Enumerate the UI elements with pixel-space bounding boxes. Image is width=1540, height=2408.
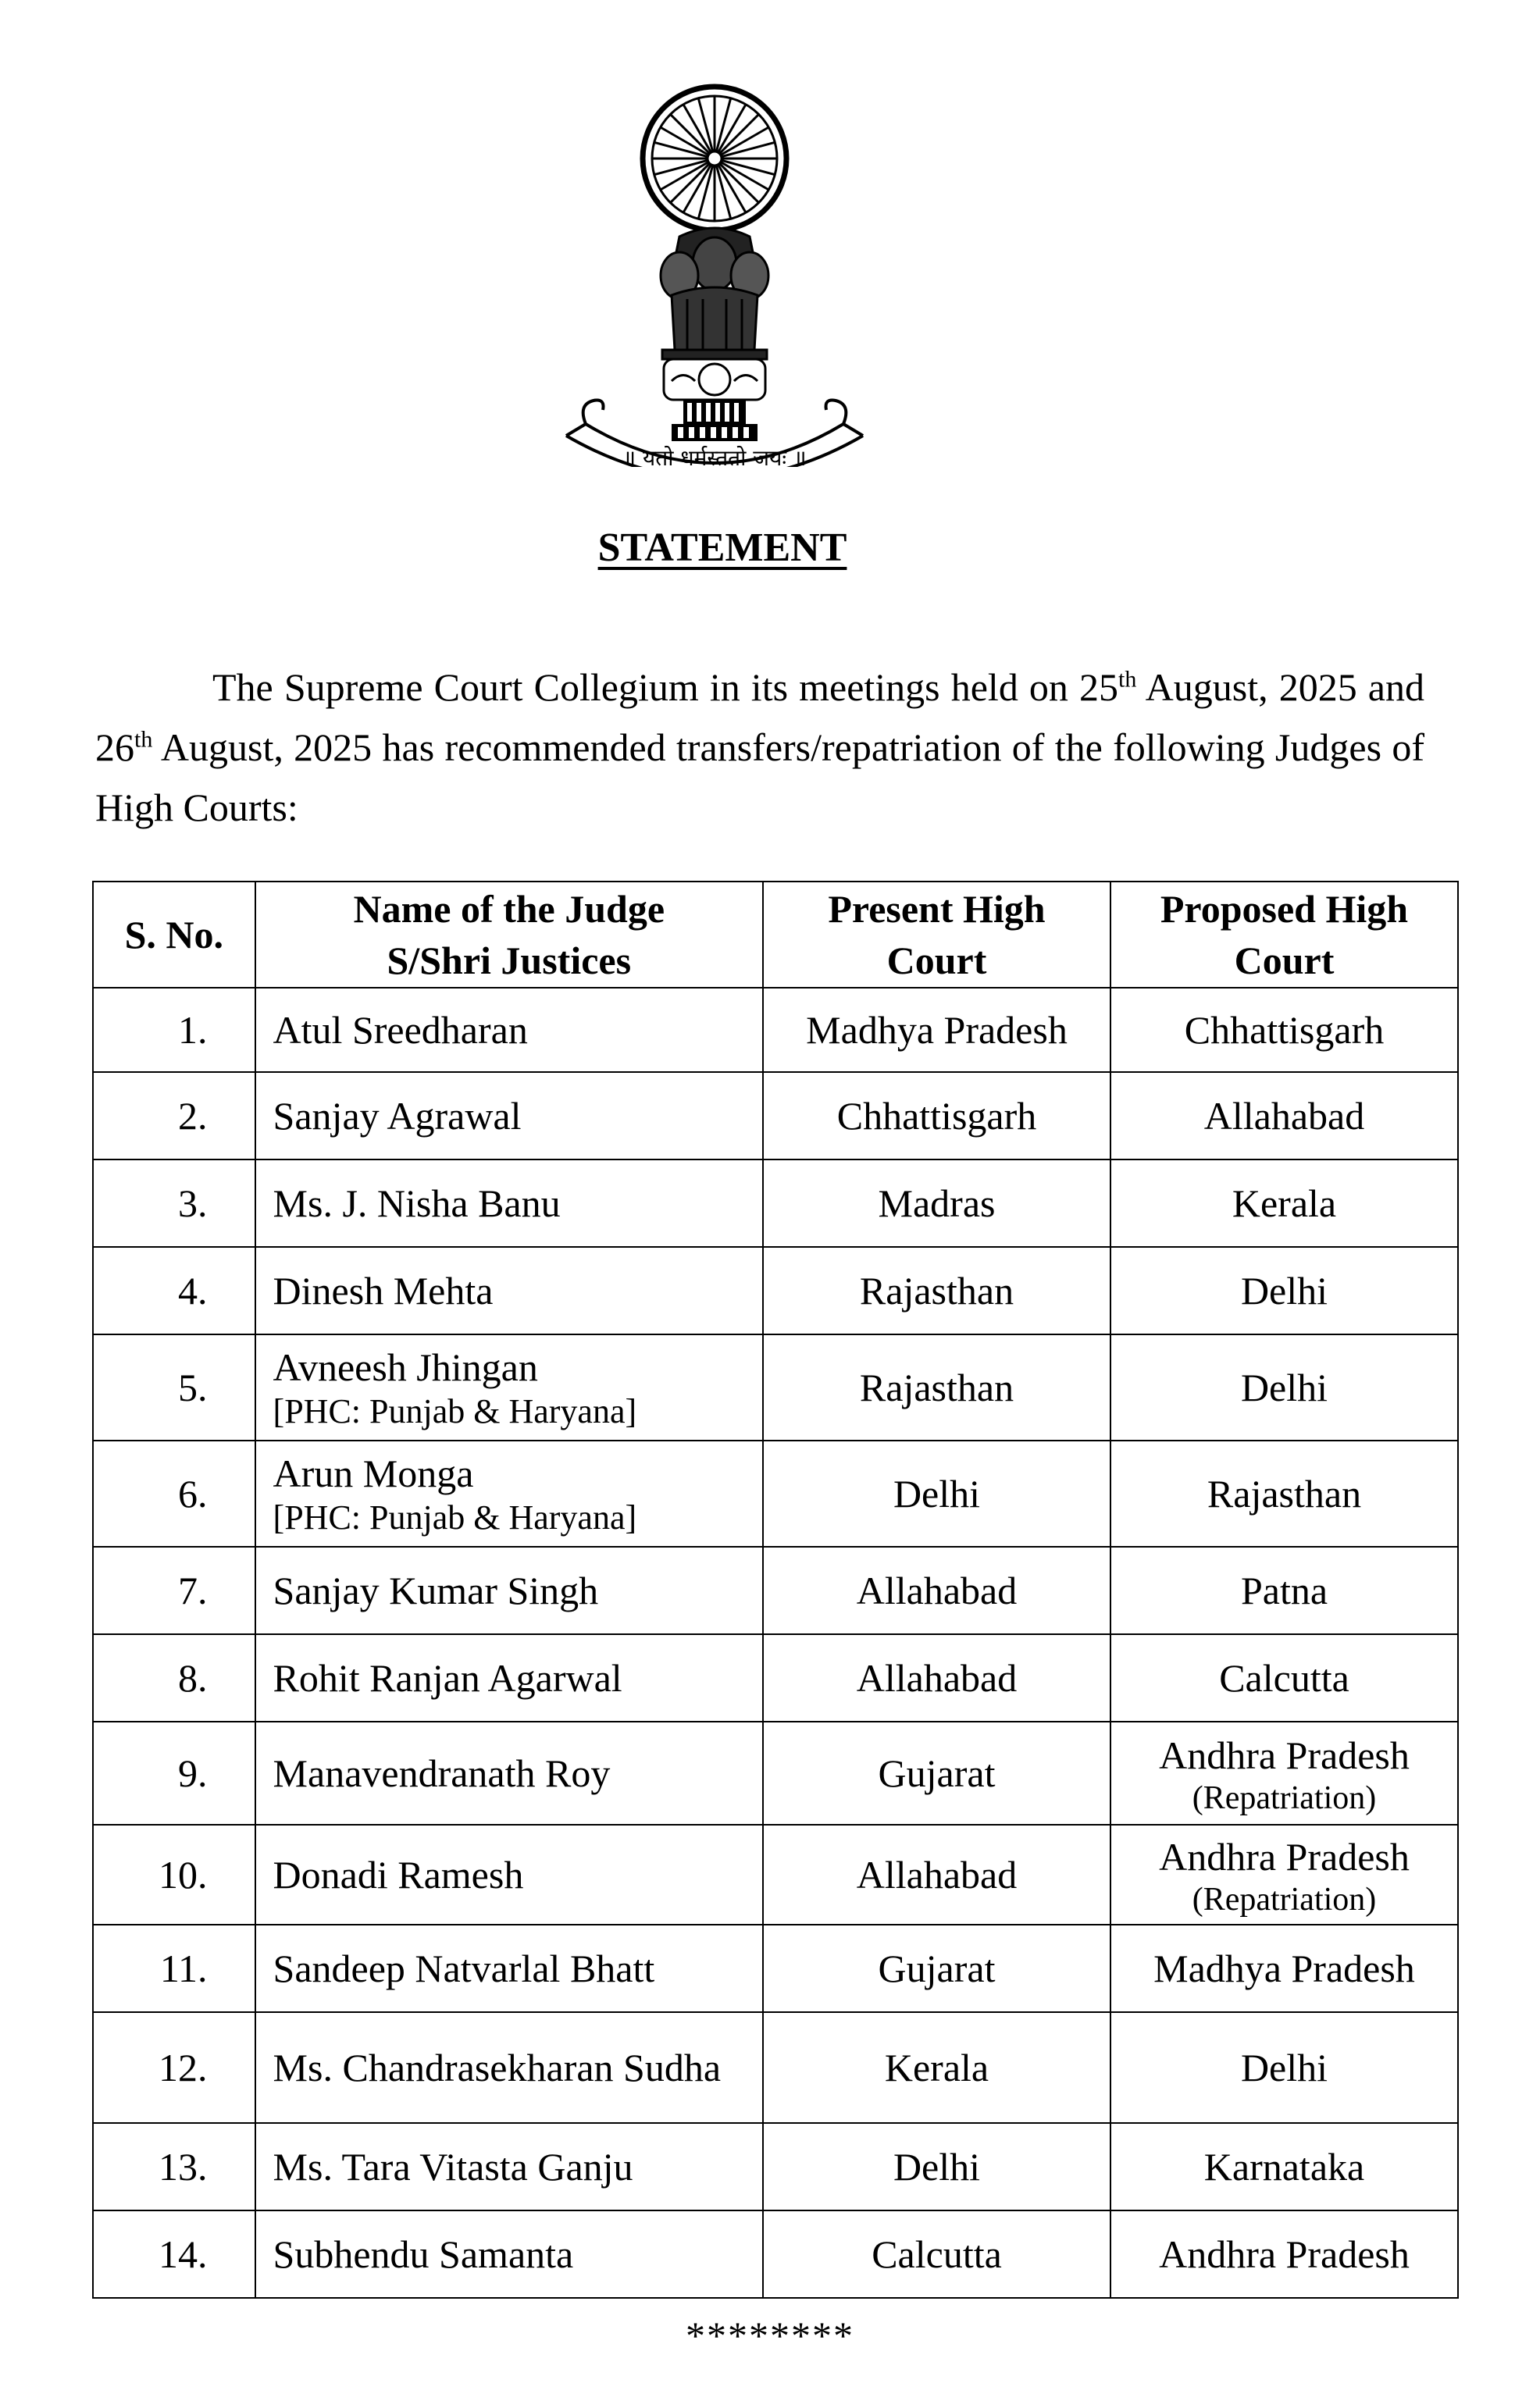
document-title-container — [0, 525, 1445, 571]
judge-name: Ms. J. Nisha Banu — [273, 1181, 561, 1225]
cell-judge-name — [255, 1925, 763, 2012]
cell-sno: 7. — [93, 1547, 255, 1634]
table-row — [93, 1441, 1458, 1547]
cell-present-court: Rajasthan — [763, 1247, 1110, 1334]
judge-name: Ms. Chandrasekharan Sudha — [273, 2046, 722, 2089]
cell-sno: 5. — [93, 1334, 255, 1441]
table-row — [93, 1825, 1458, 1925]
lion-capital-icon — [661, 228, 768, 400]
cell-sno: 4. — [93, 1247, 255, 1334]
judge-name: Atul Sreedharan — [273, 1008, 528, 1052]
cell-judge-name — [255, 1722, 763, 1825]
cell-judge-name — [255, 1634, 763, 1722]
cell-judge-name — [255, 2210, 763, 2298]
transfers-table — [92, 881, 1459, 2299]
table-row — [93, 1247, 1458, 1334]
statement-paragraph — [95, 657, 1424, 838]
cell-proposed-court: Allahabad — [1110, 1072, 1458, 1159]
header-present-court: Present High Court — [763, 882, 1110, 988]
paragraph-part1: The Supreme Court Collegium in its meetings held on 25 — [212, 665, 1118, 709]
table-row — [93, 2123, 1458, 2210]
table-row — [93, 2012, 1458, 2123]
cell-sno: 11. — [93, 1925, 255, 2012]
cell-proposed-court: Chhattisgarh — [1110, 988, 1458, 1072]
cell-proposed-court: Delhi — [1110, 1247, 1458, 1334]
cell-sno: 8. — [93, 1634, 255, 1722]
document-title: STATEMENT — [597, 525, 847, 570]
table-row — [93, 1634, 1458, 1722]
cell-present-court: Kerala — [763, 2012, 1110, 2123]
judge-name: Manavendranath Roy — [273, 1751, 611, 1795]
table-row — [93, 1159, 1458, 1247]
judge-parent-court: [PHC: Punjab & Haryana] — [273, 1498, 637, 1537]
table-row — [93, 2210, 1458, 2298]
cell-judge-name — [255, 1247, 763, 1334]
cell-judge-name — [255, 1441, 763, 1547]
plinth-icon — [672, 400, 758, 441]
judge-name: Subhendu Samanta — [273, 2232, 574, 2276]
paragraph-sup1: th — [1118, 666, 1137, 693]
paragraph-sup2: th — [134, 726, 153, 753]
cell-sno: 6. — [93, 1441, 255, 1547]
cell-sno: 1. — [93, 988, 255, 1072]
cell-proposed-court: Calcutta — [1110, 1634, 1458, 1722]
cell-proposed-court: Karnataka — [1110, 2123, 1458, 2210]
paragraph-part3: August, 2025 has recommended transfers/repatriation of the following Judges of High Courts: — [95, 725, 1424, 829]
cell-judge-name — [255, 1825, 763, 1925]
cell-sno: 12. — [93, 2012, 255, 2123]
cell-proposed-court: Andhra Pradesh (Repatriation) — [1110, 1825, 1458, 1925]
judge-name: Rohit Ranjan Agarwal — [273, 1656, 622, 1700]
cell-proposed-court: Kerala — [1110, 1159, 1458, 1247]
cell-judge-name — [255, 1334, 763, 1441]
judge-name: Avneesh Jhingan — [273, 1345, 538, 1389]
header-sno: S. No. — [93, 882, 255, 988]
cell-proposed-court: Delhi — [1110, 2012, 1458, 2123]
cell-present-court: Allahabad — [763, 1634, 1110, 1722]
judge-name: Sanjay Agrawal — [273, 1094, 522, 1138]
judge-name: Donadi Ramesh — [273, 1853, 524, 1897]
judge-parent-court: [PHC: Punjab & Haryana] — [273, 1392, 637, 1430]
table-row — [93, 1722, 1458, 1825]
table-row — [93, 1925, 1458, 2012]
cell-present-court: Allahabad — [763, 1547, 1110, 1634]
cell-proposed-court: Andhra Pradesh — [1110, 2210, 1458, 2298]
judge-name: Sandeep Natvarlal Bhatt — [273, 1947, 655, 1990]
cell-present-court: Chhattisgarh — [763, 1072, 1110, 1159]
cell-proposed-court: Andhra Pradesh (Repatriation) — [1110, 1722, 1458, 1825]
cell-present-court: Gujarat — [763, 1722, 1110, 1825]
cell-judge-name — [255, 2012, 763, 2123]
judge-name: Dinesh Mehta — [273, 1269, 494, 1313]
cell-present-court: Allahabad — [763, 1825, 1110, 1925]
header-proposed-court: Proposed High Court — [1110, 882, 1458, 988]
table-header-row — [93, 882, 1458, 988]
table-row — [93, 988, 1458, 1072]
cell-judge-name — [255, 1159, 763, 1247]
cell-present-court: Delhi — [763, 1441, 1110, 1547]
repatriation-note: (Repatriation) — [1192, 1780, 1377, 1816]
ashoka-chakra-icon — [643, 87, 786, 230]
cell-judge-name — [255, 1072, 763, 1159]
cell-judge-name — [255, 2123, 763, 2210]
repatriation-note: (Repatriation) — [1192, 1882, 1377, 1918]
cell-present-court: Madras — [763, 1159, 1110, 1247]
cell-sno: 2. — [93, 1072, 255, 1159]
cell-proposed-court: Patna — [1110, 1547, 1458, 1634]
emblem-icon — [562, 69, 867, 467]
cell-sno: 3. — [93, 1159, 255, 1247]
cell-sno: 14. — [93, 2210, 255, 2298]
table-row — [93, 1334, 1458, 1441]
judge-name: Arun Monga — [273, 1452, 474, 1495]
cell-present-court: Calcutta — [763, 2210, 1110, 2298]
cell-sno: 10. — [93, 1825, 255, 1925]
judge-name: Sanjay Kumar Singh — [273, 1569, 599, 1612]
cell-judge-name — [255, 1547, 763, 1634]
cell-sno: 13. — [93, 2123, 255, 2210]
cell-present-court: Gujarat — [763, 1925, 1110, 2012]
supreme-court-emblem — [562, 69, 867, 467]
table-row — [93, 1072, 1458, 1159]
paragraph-part2: August, 2025 and 26 — [95, 665, 1424, 769]
cell-proposed-court: Rajasthan — [1110, 1441, 1458, 1547]
header-name: Name of the Judge S/Shri Justices — [255, 882, 763, 988]
cell-present-court: Madhya Pradesh — [763, 988, 1110, 1072]
judge-name: Ms. Tara Vitasta Ganju — [273, 2145, 633, 2189]
table-row — [93, 1547, 1458, 1634]
emblem-motto: ॥ यतो धर्मस्ततो जयः ॥ — [622, 445, 807, 467]
cell-proposed-court: Delhi — [1110, 1334, 1458, 1441]
cell-judge-name — [255, 988, 763, 1072]
cell-present-court: Rajasthan — [763, 1334, 1110, 1441]
cell-present-court: Delhi — [763, 2123, 1110, 2210]
cell-proposed-court: Madhya Pradesh — [1110, 1925, 1458, 2012]
end-marker: ******** — [686, 2314, 854, 2357]
cell-sno: 9. — [93, 1722, 255, 1825]
